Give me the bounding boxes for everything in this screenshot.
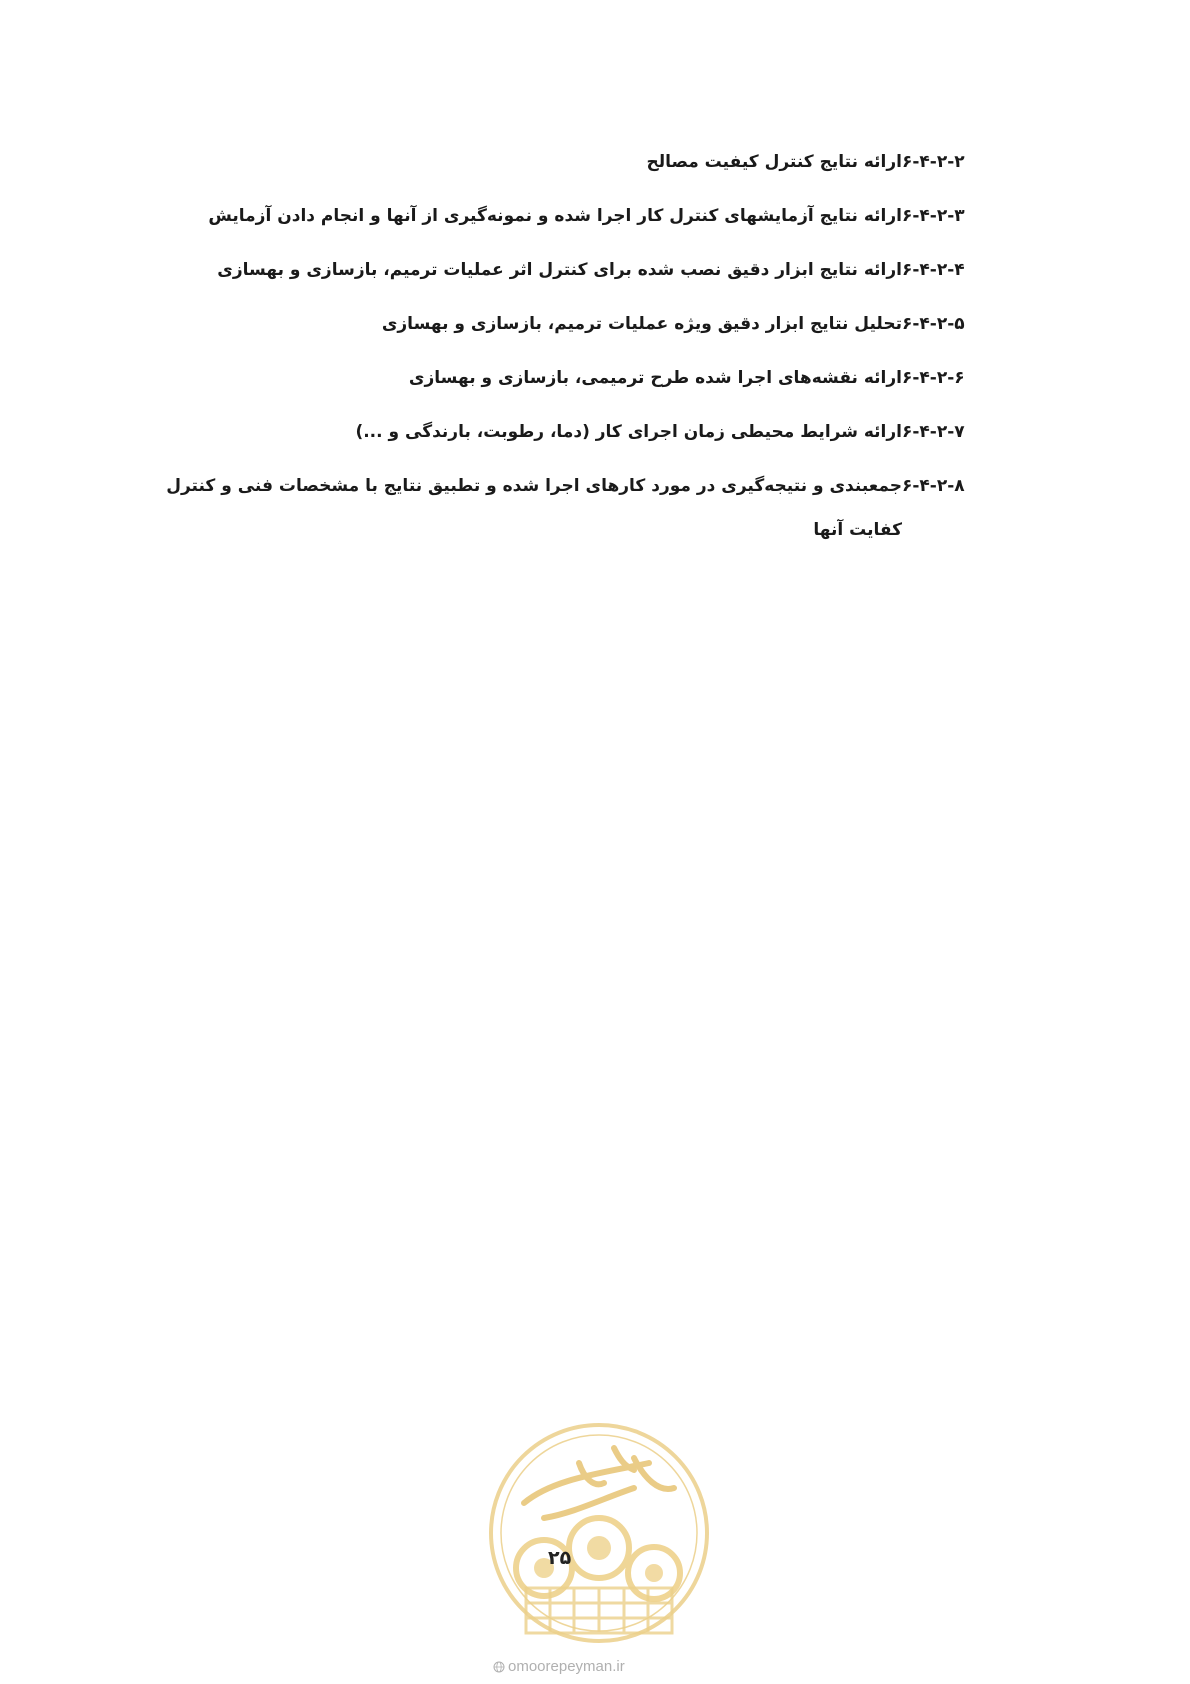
item-text: ارائه شرایط محیطی زمان اجرای کار (دما، رطوبت، بارندگی و ...) (355, 422, 902, 442)
item-number: ۶-۴-۲-۵ (902, 314, 965, 334)
item-text: ارائه نتایج کنترل کیفیت مصالح (646, 152, 902, 172)
list-item (120, 366, 1000, 400)
item-number: ۶-۴-۲-۴ (902, 260, 965, 280)
item-number: ۶-۴-۲-۸ (902, 476, 965, 496)
item-text: ارائه نتایج آزمایشهای کنترل کار اجرا شده و نمونه‌گیری از آنها و انجام دادن آزمایش (208, 206, 902, 226)
list-item (120, 420, 1000, 454)
site-url-text: omoorepeyman.ir (508, 1658, 625, 1675)
item-text: ارائه نتایج ابزار دقیق نصب شده برای کنترل اثر عملیات ترمیم، بازسازی و بهسازی (217, 260, 902, 280)
list-item (120, 312, 1000, 346)
item-text: تحلیل نتایج ابزار دقیق ویژه عملیات ترمیم، بازسازی و بهسازی (381, 314, 902, 334)
item-number: ۶-۴-۲-۶ (902, 368, 965, 388)
globe-icon (493, 1661, 505, 1673)
watermark-logo (484, 1418, 714, 1648)
list-item (120, 258, 1000, 292)
item-text: ارائه نقشه‌های اجرا شده طرح ترمیمی، بازسازی و بهسازی (408, 368, 902, 388)
section-list (120, 150, 1000, 572)
item-text: جمعبندی و نتیجه‌گیری در مورد کارهای اجرا شده و تطبیق نتایج با مشخصات فنی و کنترل کفایت آنها (166, 476, 902, 540)
item-number: ۶-۴-۲-۷ (902, 422, 965, 442)
site-url[interactable] (493, 1658, 625, 1675)
list-item (120, 474, 1000, 552)
item-number: ۶-۴-۲-۳ (902, 206, 965, 226)
page-number: ۲۵ (548, 1547, 572, 1569)
item-number: ۶-۴-۲-۲ (902, 152, 965, 172)
list-item (120, 150, 1000, 184)
list-item (120, 204, 1000, 238)
